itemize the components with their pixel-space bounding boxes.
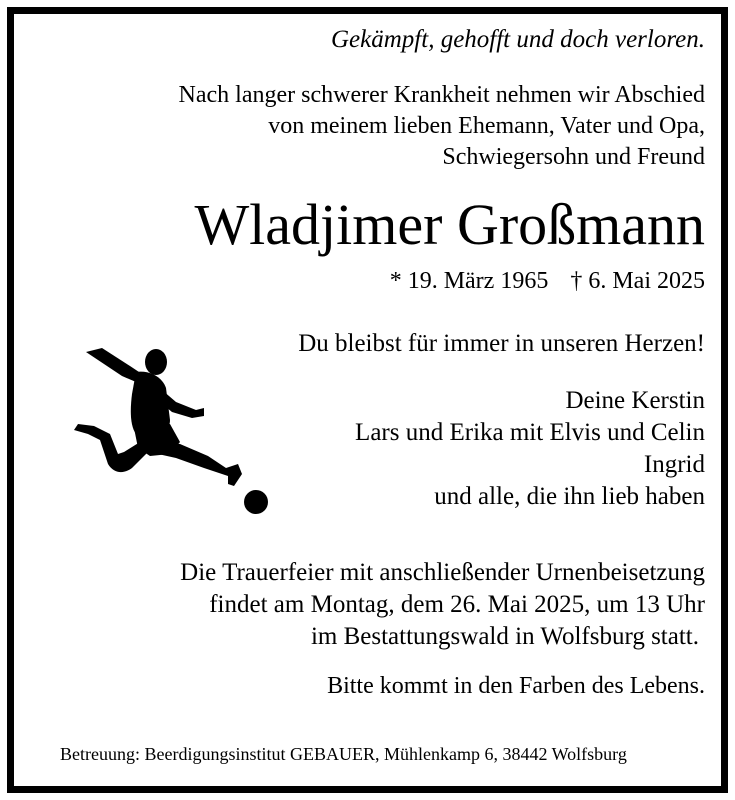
motto: Gekämpft, gehofft und doch verloren.: [331, 26, 705, 53]
memorial-quote: Du bleibst für immer in unseren Herzen!: [298, 330, 705, 357]
family-list: [355, 385, 705, 513]
intro-line: Nach langer schwerer Krankheit nehmen wir Abschied: [178, 82, 705, 108]
life-dates: [390, 268, 705, 295]
intro-line: von meinem lieben Ehemann, Vater und Opa,: [268, 113, 705, 139]
intro-line: Schwiegersohn und Freund: [442, 144, 705, 170]
family-line: Deine Kerstin: [565, 387, 705, 414]
soccer-ball-icon: [244, 490, 268, 514]
birth-date: * 19. März 1965: [389, 268, 549, 294]
service-info: [180, 557, 705, 653]
soccer-player-kicking-icon: [58, 330, 273, 520]
death-date: † 6. Mai 2025: [570, 268, 705, 294]
service-line: Die Trauerfeier mit anschließender Urnenbeisetzung: [180, 559, 705, 586]
funeral-home-footer: Betreuung: Beerdigungsinstitut GEBAUER, Mühlenkamp 6, 38442 Wolfsburg: [60, 744, 627, 764]
family-line: und alle, die ihn lieb haben: [434, 483, 705, 510]
dress-request: Bitte kommt in den Farben des Lebens.: [327, 673, 705, 699]
family-line: Ingrid: [643, 451, 705, 478]
family-line: Lars und Erika mit Elvis und Celin: [355, 419, 705, 446]
service-line: im Bestattungswald in Wolfsburg statt.: [310, 623, 699, 650]
intro-text: [179, 80, 705, 173]
service-line: findet am Montag, dem 26. Mai 2025, um 13 Uhr: [209, 591, 705, 618]
deceased-name: Wladjimer Großmann: [194, 192, 705, 257]
